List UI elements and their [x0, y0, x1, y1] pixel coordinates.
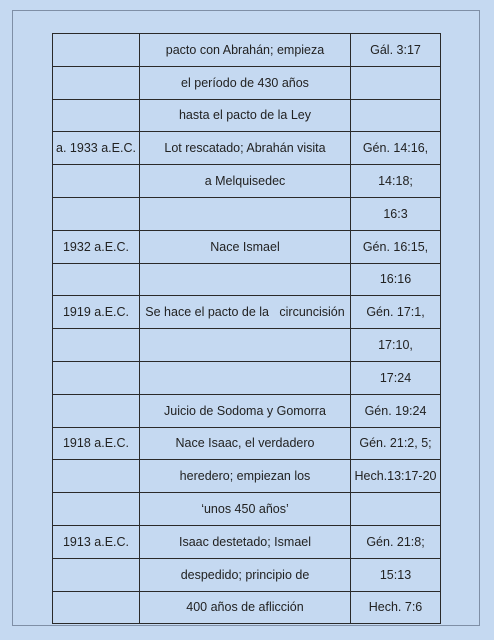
- date-cell: [53, 460, 140, 493]
- reference-cell: 16:16: [351, 263, 441, 296]
- date-cell: a. 1933 a.E.C.: [53, 132, 140, 165]
- reference-cell: 16:3: [351, 197, 441, 230]
- table-row: [53, 493, 441, 526]
- table-row: [53, 296, 441, 329]
- event-cell: Lot rescatado; Abrahán visita: [140, 132, 351, 165]
- date-cell: [53, 394, 140, 427]
- reference-cell: 17:10,: [351, 329, 441, 362]
- date-cell: 1932 a.E.C.: [53, 230, 140, 263]
- table-row: [53, 591, 441, 624]
- table-row: [53, 197, 441, 230]
- event-cell: Se hace el pacto de la circuncisión: [140, 296, 351, 329]
- date-cell: [53, 558, 140, 591]
- date-cell: [53, 165, 140, 198]
- reference-cell: 17:24: [351, 361, 441, 394]
- reference-cell: Gén. 21:2, 5;: [351, 427, 441, 460]
- date-cell: [53, 493, 140, 526]
- reference-cell: [351, 66, 441, 99]
- table-row: [53, 394, 441, 427]
- table-row: [53, 132, 441, 165]
- reference-cell: Gén. 19:24: [351, 394, 441, 427]
- table-row: [53, 361, 441, 394]
- event-cell: [140, 263, 351, 296]
- table-row: [53, 66, 441, 99]
- event-cell: [140, 197, 351, 230]
- table-row: [53, 263, 441, 296]
- reference-cell: Hech. 7:6: [351, 591, 441, 624]
- reference-cell: 14:18;: [351, 165, 441, 198]
- date-cell: [53, 34, 140, 67]
- event-cell: el período de 430 años: [140, 66, 351, 99]
- table-row: [53, 34, 441, 67]
- date-cell: [53, 99, 140, 132]
- table-row: [53, 427, 441, 460]
- event-cell: pacto con Abrahán; empieza: [140, 34, 351, 67]
- date-cell: [53, 591, 140, 624]
- reference-cell: Gén. 21:8;: [351, 525, 441, 558]
- reference-cell: Gál. 3:17: [351, 34, 441, 67]
- event-cell: 400 años de aflicción: [140, 591, 351, 624]
- date-cell: [53, 197, 140, 230]
- event-cell: Nace Ismael: [140, 230, 351, 263]
- reference-cell: Gén. 14:16,: [351, 132, 441, 165]
- reference-cell: Gén. 17:1,: [351, 296, 441, 329]
- table-row: [53, 460, 441, 493]
- table-row: [53, 558, 441, 591]
- reference-cell: [351, 493, 441, 526]
- event-cell: a Melquisedec: [140, 165, 351, 198]
- event-cell: hasta el pacto de la Ley: [140, 99, 351, 132]
- table-row: [53, 165, 441, 198]
- date-cell: [53, 361, 140, 394]
- event-cell: Juicio de Sodoma y Gomorra: [140, 394, 351, 427]
- reference-cell: Hech.13:17-20: [351, 460, 441, 493]
- table-row: [53, 230, 441, 263]
- event-cell: heredero; empiezan los: [140, 460, 351, 493]
- chronology-table: [52, 33, 441, 624]
- table-body: [53, 34, 441, 624]
- date-cell: 1913 a.E.C.: [53, 525, 140, 558]
- table-row: [53, 329, 441, 362]
- event-cell: [140, 361, 351, 394]
- table-row: [53, 99, 441, 132]
- date-cell: 1919 a.E.C.: [53, 296, 140, 329]
- event-cell: despedido; principio de: [140, 558, 351, 591]
- event-cell: Nace Isaac, el verdadero: [140, 427, 351, 460]
- reference-cell: Gén. 16:15,: [351, 230, 441, 263]
- date-cell: [53, 329, 140, 362]
- event-cell: ‘unos 450 años’: [140, 493, 351, 526]
- event-cell: Isaac destetado; Ismael: [140, 525, 351, 558]
- table-row: [53, 525, 441, 558]
- reference-cell: [351, 99, 441, 132]
- date-cell: [53, 66, 140, 99]
- date-cell: 1918 a.E.C.: [53, 427, 140, 460]
- date-cell: [53, 263, 140, 296]
- event-cell: [140, 329, 351, 362]
- reference-cell: 15:13: [351, 558, 441, 591]
